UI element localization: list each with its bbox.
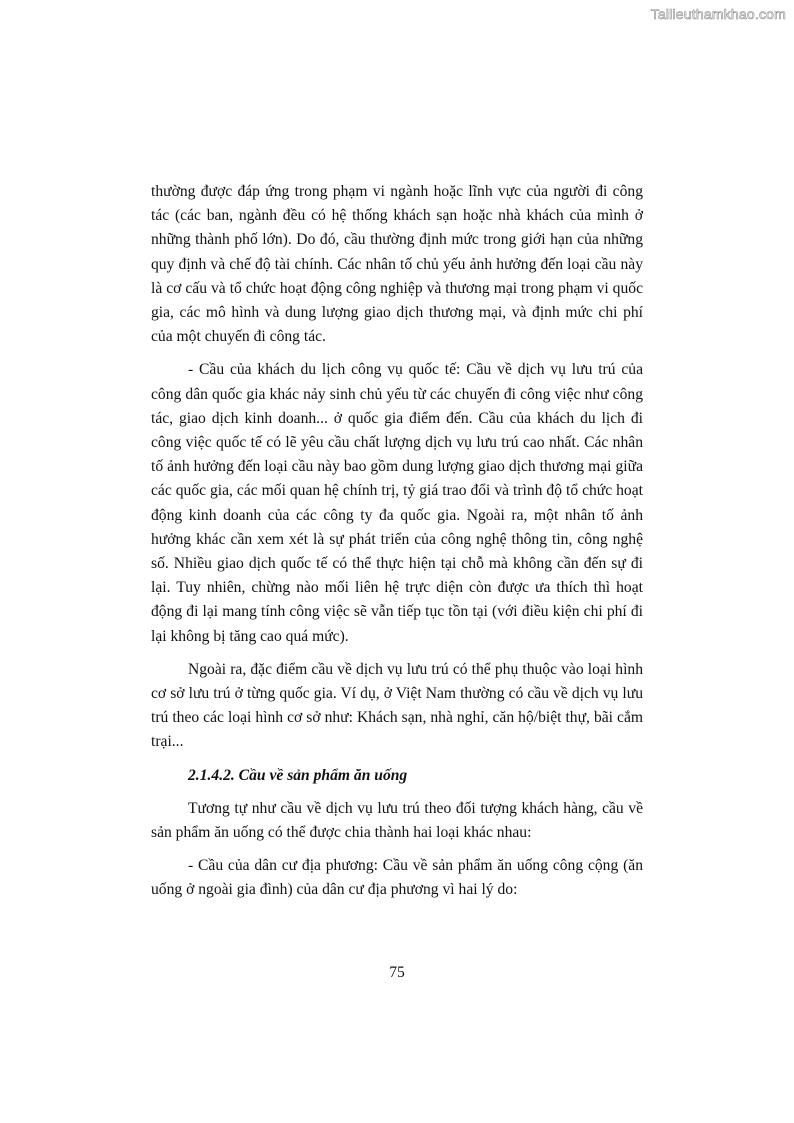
paragraph-food-demand: Tương tự như cầu về dịch vụ lưu trú theo đối tượng khách hàng, cầu về sản phẩm ăn uống có thể được chia thành hai loại khác nhau: — [151, 799, 643, 842]
paragraph-international-business: - Cầu của khách du lịch công vụ quốc tế: Cầu về dịch vụ lưu trú của công dân quốc gia khác nảy sinh chủ yếu từ các chuyến đi công việc như công tác, giao dịch kinh doanh... ở quốc gia điểm đến. Cầu của khách du lịch đi công việc quốc tế có lẽ yêu cầu chất lượng dịch vụ lưu trú cao nhất. Các nhân tố ảnh hưởng đến loại cầu này bao gồm dung lượng giao dịch thương mại giữa các quốc gia, các mối quan hệ chính trị, tỷ giá trao đổi và trình độ tổ chức hoạt động kinh doanh của các công ty đa quốc gia. Ngoài ra, một nhân tố ảnh hưởng khác cần xem xét là sự phát triển của công nghệ thông tin, công nghệ số. Nhiều giao dịch quốc tế có thể thực hiện tại chỗ mà không cần đến sự đi lại. Tuy nhiên, chừng nào mối liên hệ trực diện còn được ưa thích thì hoạt động đi lại mang tính công việc sẽ vẫn tiếp tục tồn tại (với điều kiện chi phí đi lại không bị tăng cao quá mức). — [151, 361, 643, 645]
page-number: 75 — [389, 964, 405, 981]
paragraph-local-residents: - Cầu của dân cư địa phương: Cầu về sản phẩm ăn uống công cộng (ăn uống ở ngoài gia đình) của dân cư địa phương vì hai lý do: — [151, 857, 643, 899]
paragraph-accommodation-types: Ngoài ra, đặc điểm cầu về dịch vụ lưu trú có thể phụ thuộc vào loại hình cơ sở lưu trú ở từng quốc gia. Ví dụ, ở Việt Nam thường có cầu về dịch vụ lưu trú theo các loại hình cơ sở như: Khách sạn, nhà nghỉ, căn hộ/biệt thự, bãi cắm trại... — [151, 660, 643, 751]
section-heading: 2.1.4.2. Cầu về sản phẩm ăn uống — [188, 766, 408, 784]
watermark: Tailieuthamkhao.com — [650, 6, 786, 22]
paragraph-continuation: thường được đáp ứng trong phạm vi ngành hoặc lĩnh vực của người đi công tác (các ban, ngành đều có hệ thống khách sạn hoặc nhà khách của mình ở những thành phố lớn). Do đó, cầu thường định mức trong giới hạn của những quy định và chế độ tài chính. Các nhân tố chủ yếu ảnh hưởng đến loại cầu này là cơ cấu và tổ chức hoạt động công nghiệp và thương mại trong phạm vi quốc gia, các mô hình và dung lượng giao dịch thương mại, và định mức chi phí của một chuyến đi công tác. — [151, 183, 643, 346]
document-body — [151, 180, 643, 912]
